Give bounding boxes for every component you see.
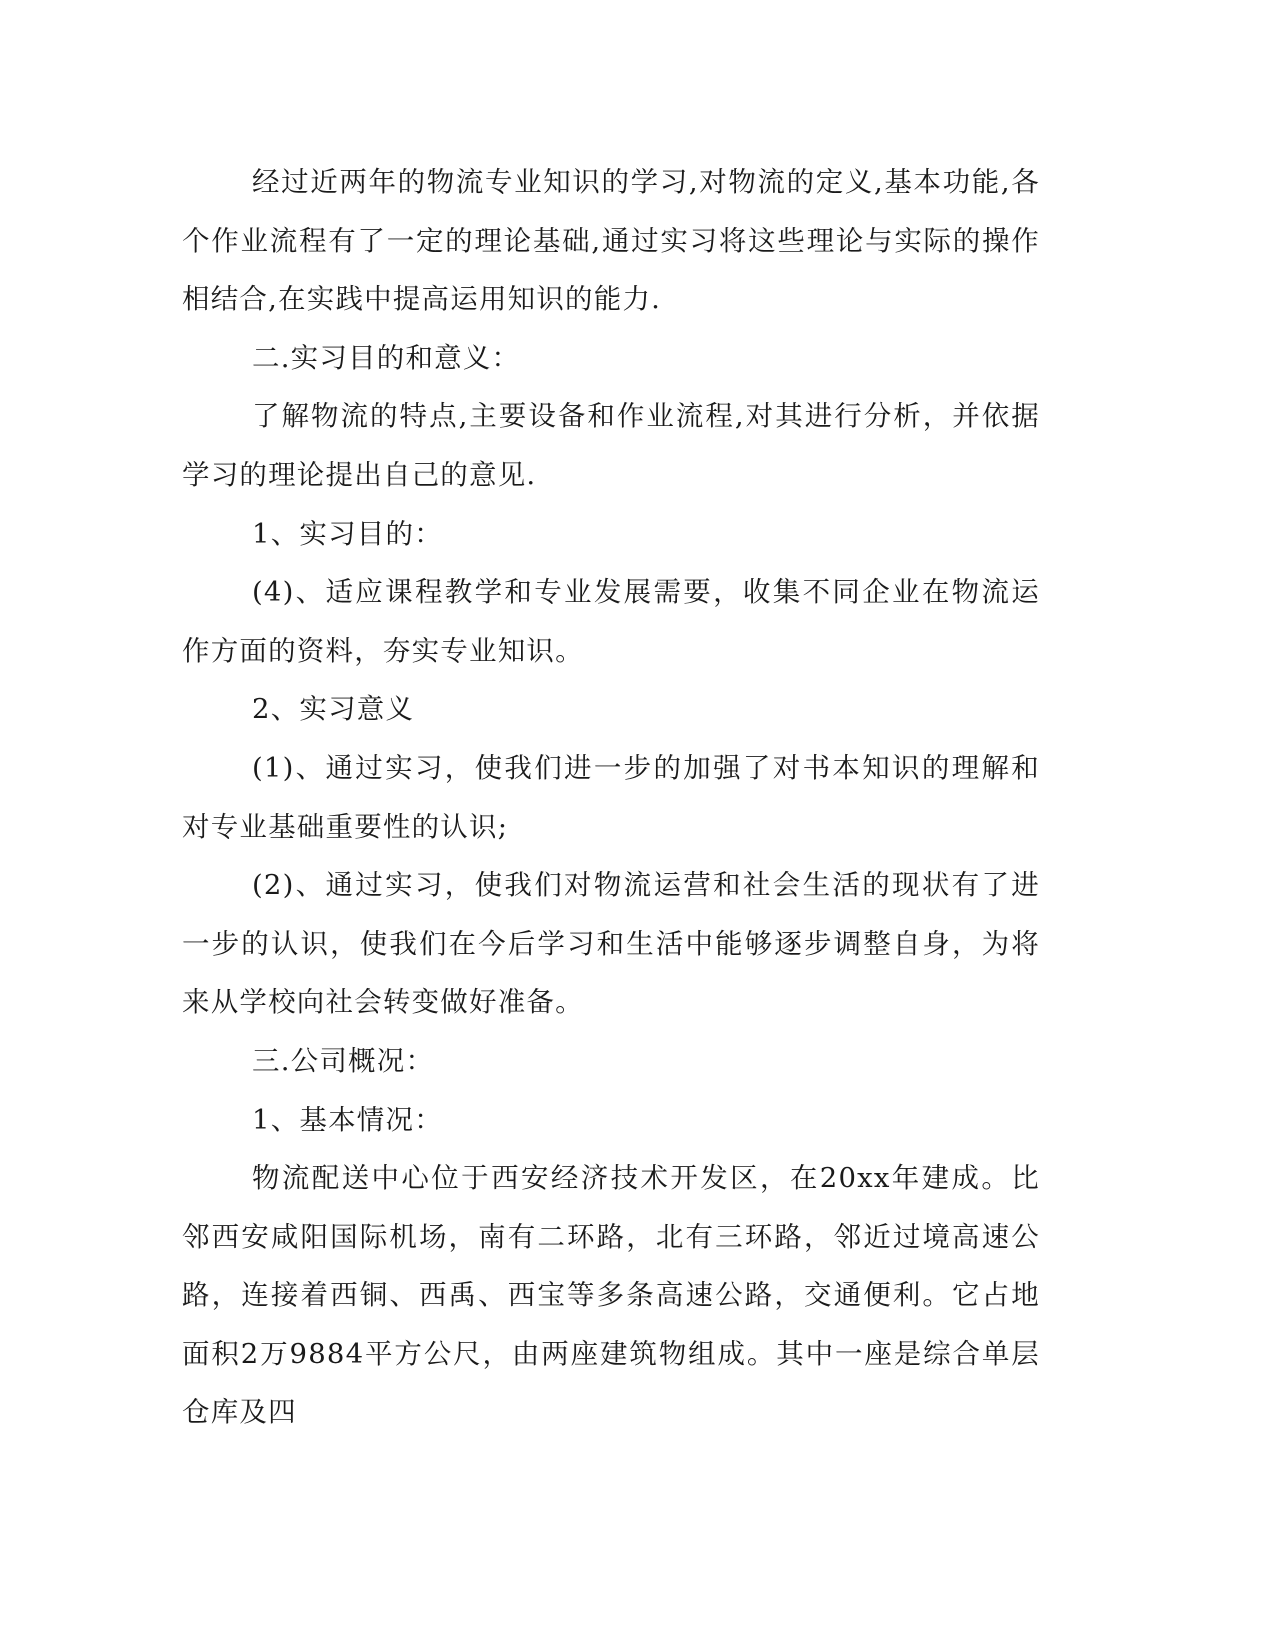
paragraph-purpose: 了解物流的特点,主要设备和作业流程,对其进行分析，并依据学习的理论提出自己的意见.: [182, 400, 1040, 491]
paragraph-basic-info: 物流配送中心位于西安经济技术开发区，在20xx年建成。比邻西安咸阳国际机场，南有二环路，北有三环路，邻近过境高速公路，连接着西铜、西禹、西宝等多条高速公路，交通便利。它占地面积2万9884平方公尺，由两座建筑物组成。其中一座是综合单层仓库及四: [182, 1162, 1040, 1429]
document-body: [182, 153, 1040, 1442]
paragraph-significance-item-2: (2)、通过实习，使我们对物流运营和社会生活的现状有了进一步的认识，使我们在今后学习和生活中能够逐步调整自身，为将来从学校向社会转变做好准备。: [182, 869, 1040, 1019]
paragraph-intro: 经过近两年的物流专业知识的学习,对物流的定义,基本功能,各个作业流程有了一定的理论基础,通过实习将这些理论与实际的操作相结合,在实践中提高运用知识的能力.: [182, 166, 1040, 316]
subheading-purpose: 1、实习目的：: [252, 517, 443, 550]
subheading-significance: 2、实习意义: [252, 693, 415, 726]
heading-section-2: 二.实习目的和意义：: [252, 341, 521, 374]
paragraph-purpose-item-4: (4)、适应课程教学和专业发展需要，收集不同企业在物流运作方面的资料，夯实专业知识。: [182, 576, 1040, 667]
subheading-basic-info: 1、基本情况：: [252, 1103, 443, 1136]
paragraph-significance-item-1: (1)、通过实习，使我们进一步的加强了对书本知识的理解和对专业基础重要性的认识;: [182, 751, 1040, 843]
heading-section-3: 三.公司概况：: [252, 1044, 435, 1077]
